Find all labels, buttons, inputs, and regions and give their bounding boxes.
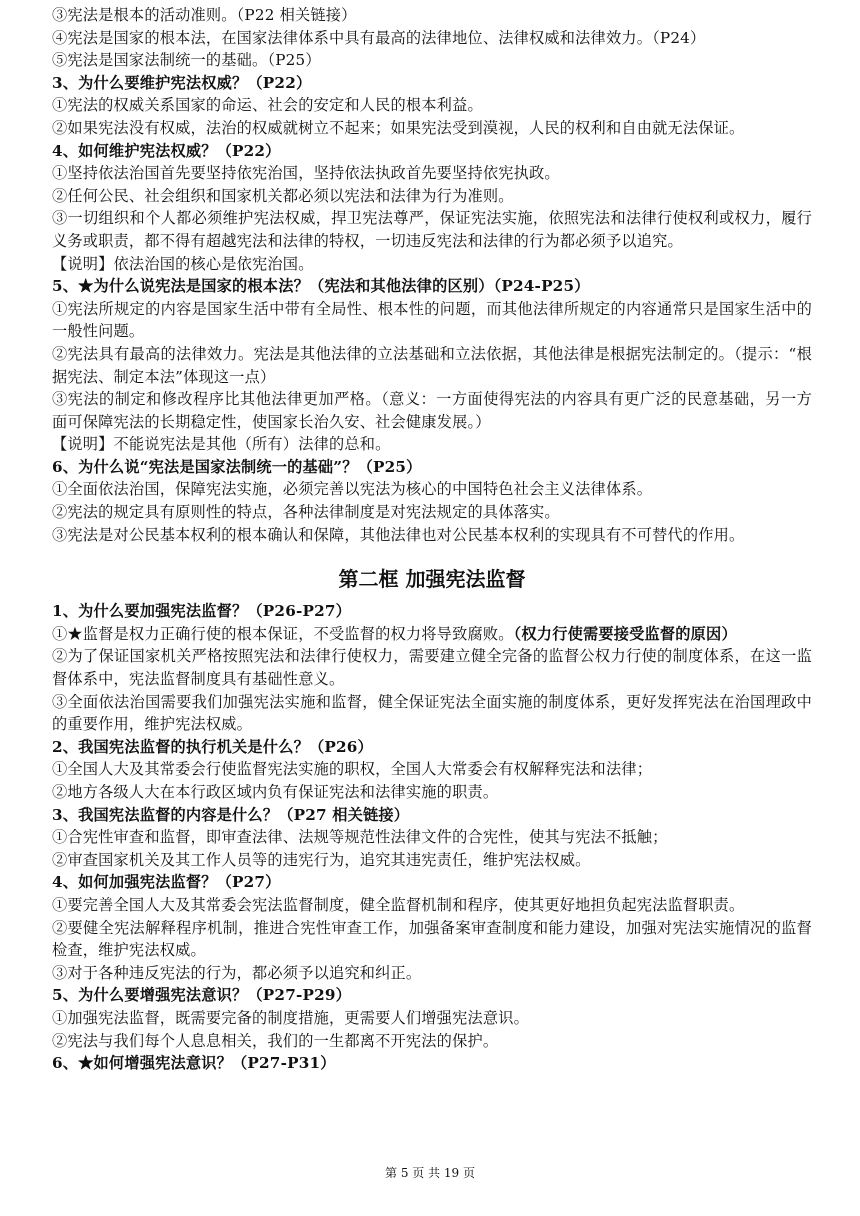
paragraph-line: 【说明】不能说宪法是其他（所有）法律的总和。 — [52, 435, 391, 454]
question-heading: 5、★为什么说宪法是国家的根本法？（宪法和其他法律的区别）（P24-P25） — [52, 277, 590, 296]
content-block-part-2 — [52, 645, 812, 1074]
paragraph-line: ②为了保证国家机关严格按照宪法和法律行使权力，需要建立健全完备的监督公权力行使的制度体系，在这一监督体系中，宪法监督制度具有基础性意义。 — [52, 647, 812, 689]
paragraph-line: ①全国人大及其常委会行使监督宪法实施的职权，全国人大常委会有权解释宪法和法律； — [52, 760, 653, 779]
question-heading: 5、为什么要增强宪法意识？（P27-P29） — [52, 986, 352, 1005]
paragraph-line: ③全面依法治国需要我们加强宪法实施和监督，健全保证宪法全面实施的制度体系，更好发挥宪法在治国理政中的重要作用，维护宪法权威。 — [52, 692, 812, 734]
question-heading: 4、如何维护宪法权威？（P22） — [52, 141, 281, 160]
paragraph-line: ③一切组织和个人都必须维护宪法权威，捍卫宪法尊严，保证宪法实施，依照宪法和法律行使权利或权力，履行义务或职责，都不得有超越宪法和法律的特权，一切违反宪法和法律的行为都必须予以追究。 — [52, 209, 812, 250]
content-block-part-1 — [52, 4, 812, 546]
paragraph-line: ①宪法的权威关系国家的命运、社会的安定和人民的根本利益。 — [52, 96, 483, 115]
paragraph-line: ①宪法所规定的内容是国家生活中带有全局性、根本性的问题，而其他法律所规定的内容通常只是国家生活中的一般性问题。 — [52, 299, 812, 341]
question-heading: 3、为什么要维护宪法权威？（P22） — [52, 73, 312, 92]
question-heading: 2、我国宪法监督的执行机关是什么？（P26） — [52, 737, 373, 756]
document-page — [52, 4, 812, 1075]
paragraph-line: ①全面依法治国，保障宪法实施，必须完善以宪法为核心的中国特色社会主义法律体系。 — [52, 480, 653, 499]
paragraph-line: ④宪法是国家的根本法，在国家法律体系中具有最高的法律地位、法律权威和法律效力。（P24） — [52, 28, 706, 47]
paragraph-line: ②要健全宪法解释程序机制，推进合宪性审查工作，加强备案审查制度和能力建设，加强对宪法实施情况的监督检查，维护宪法权威。 — [52, 918, 812, 960]
paragraph-line: ②地方各级人大在本行政区域内负有保证宪法和法律实施的职责。 — [52, 783, 499, 801]
paragraph-line: ②审查国家机关及其工作人员等的违宪行为，追究其违宪责任，维护宪法权威。 — [52, 850, 591, 869]
paragraph-line: ③宪法的制定和修改程序比其他法律更加严格。（意义：一方面使得宪法的内容具有更广泛的民意基础，另一方面可保障宪法的长期稳定性，使国家长治久安、社会健康发展。） — [52, 390, 812, 431]
question-heading: 6、★如何增强宪法意识？（P27-P31） — [52, 1054, 336, 1073]
paragraph-line: 【说明】依法治国的核心是依宪治国。 — [52, 254, 314, 273]
page-footer: 第 5 页 共 19 页 — [385, 1166, 475, 1180]
paragraph-line: ③宪法是对公民基本权利的根本确认和保障，其他法律也对公民基本权利的实现具有不可替代的作用。 — [52, 525, 745, 544]
question-heading: 6、为什么说“宪法是国家法制统一的基础”？（P25） — [52, 457, 422, 476]
question-heading: 3、我国宪法监督的内容是什么？（P27 相关链接） — [52, 805, 410, 824]
paragraph-line: ②宪法与我们每个人息息相关，我们的一生都离不开宪法的保护。 — [52, 1031, 499, 1050]
paragraph-line: ②宪法的规定具有原则性的特点，各种法律制度是对宪法规定的具体落实。 — [52, 503, 560, 522]
paragraph-line: ①合宪性审查和监督，即审查法律、法规等规范性法律文件的合宪性，使其与宪法不抵触； — [52, 828, 668, 847]
paragraph-line: ②任何公民、社会组织和国家机关都必须以宪法和法律为行为准则。 — [52, 186, 514, 205]
paragraph-line: ②如果宪法没有权威，法治的权威就树立不起来；如果宪法受到漠视，人民的权利和自由就无法保证。 — [52, 118, 745, 137]
paragraph-line: ①要完善全国人大及其常委会宪法监督制度，健全监督机制和程序，使其更好地担负起宪法监督职责。 — [52, 895, 745, 914]
paragraph-line: ①加强宪法监督，既需要完备的制度措施，更需要人们增强宪法意识。 — [52, 1008, 530, 1027]
paragraph-text: ①★监督是权力正确行使的根本保证，不受监督的权力将导致腐败。 — [52, 624, 514, 643]
paragraph-line: ①坚持依法治国首先要坚持依宪治国，坚持依法执政首先要坚持依宪执政。 — [52, 164, 560, 183]
question-heading: 1、为什么要加强宪法监督？（P26-P27） — [52, 602, 352, 621]
paragraph-line: ⑤宪法是国家法制统一的基础。（P25） — [52, 51, 321, 70]
section-title: 第二框 加强宪法监督 — [338, 567, 526, 592]
emphasis-note: （权力行使需要接受监督的原因） — [513, 624, 737, 643]
paragraph-line: ②宪法具有最高的法律效力。宪法是其他法律的立法基础和立法依据，其他法律是根据宪法制定的。（提示：“根据宪法、制定本法”体现这一点） — [52, 344, 812, 386]
paragraph-line — [52, 623, 812, 646]
question-heading: 4、如何加强宪法监督？（P27） — [52, 873, 281, 892]
paragraph-line: ③对于各种违反宪法的行为，都必须予以追究和纠正。 — [52, 963, 422, 982]
paragraph-line: ③宪法是根本的活动准则。（P22 相关链接） — [52, 6, 357, 24]
